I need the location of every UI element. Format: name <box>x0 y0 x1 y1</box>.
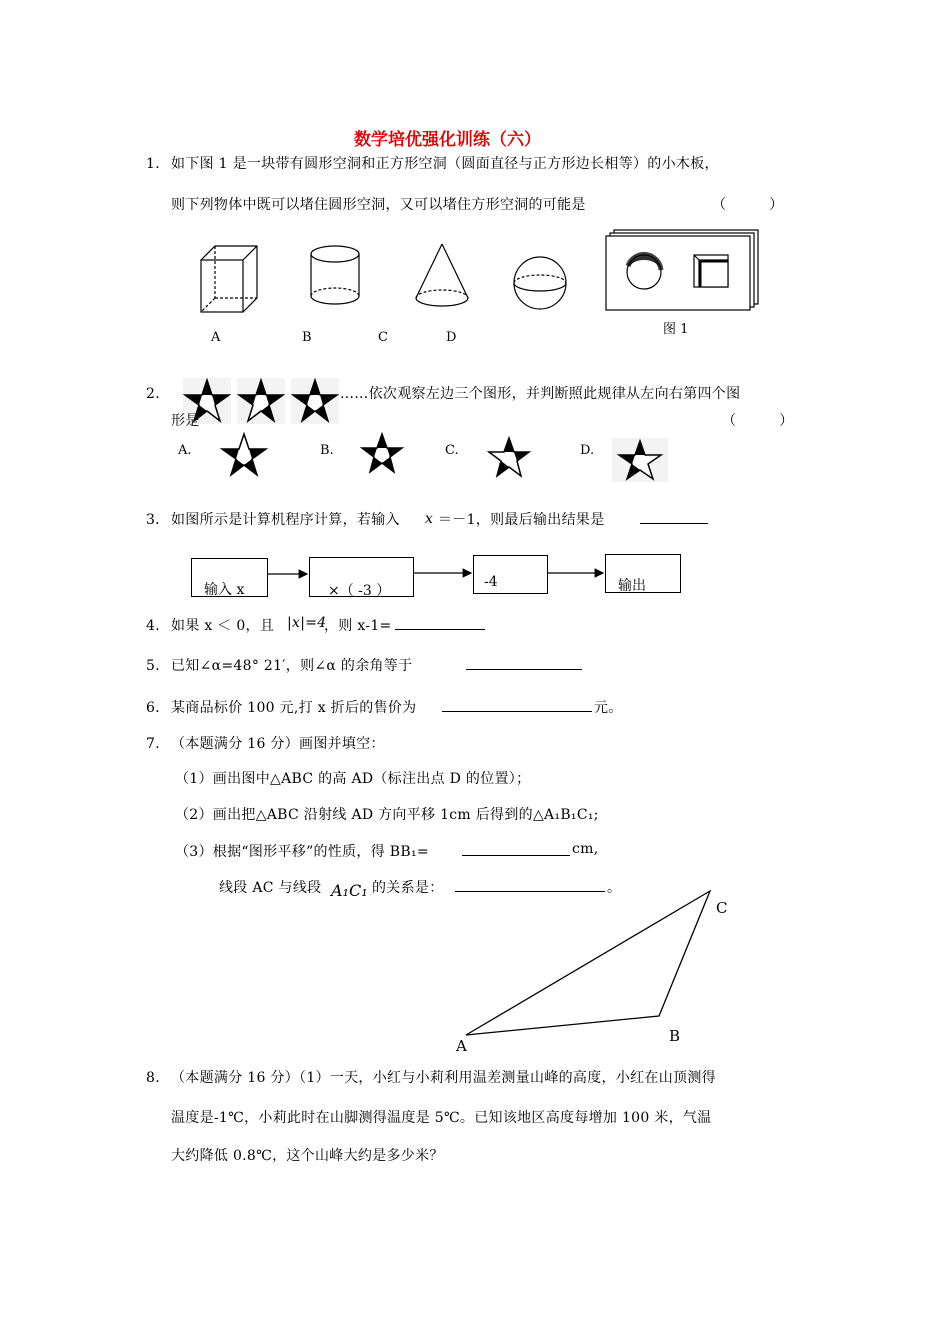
q1-label-d: D <box>446 330 457 345</box>
q3-variable: x <box>425 511 434 527</box>
q7-step-3-unit: cm, <box>572 841 599 857</box>
q5-number: 5． <box>146 658 170 674</box>
q8-number: 8． <box>146 1070 170 1086</box>
flow-box-input: 输入 x <box>191 558 268 597</box>
q4-abs-expr: |x|=4 <box>287 615 327 631</box>
q6-text-a: 某商品标价 100 元,打 x 折后的售价为 <box>171 700 417 716</box>
q4-number: 4． <box>146 618 170 634</box>
q2-answer-paren: （ ） <box>722 413 794 429</box>
q2-line2: 形是 <box>171 413 200 429</box>
flow-box-multiply: ×（ -3 ） <box>309 557 414 597</box>
page-title: 数学培优强化训练（六） <box>354 130 541 150</box>
q1-answer-paren: （ ） <box>712 197 784 213</box>
q2-option-c: C. <box>445 443 459 458</box>
q2-option-b: B. <box>320 443 334 458</box>
q1-number: 1． <box>146 156 170 172</box>
point-b-label: B <box>669 1027 681 1045</box>
q7-step-1: （1）画出图中△ABC 的高 AD（标注出点 D 的位置）； <box>175 771 531 787</box>
q8-line2: 温度是-1℃，小莉此时在山脚测得温度是 5℃。已知该地区高度每增加 100 米，气温 <box>171 1110 712 1126</box>
q7-step-4-relation: 的关系是： <box>372 880 444 896</box>
q3-number: 3． <box>146 512 170 528</box>
q7-step-4-text: 线段 AC 与线段 <box>219 880 322 896</box>
q4-text-b: ，则 x-1= <box>324 618 392 634</box>
q4-text-a: 如果 x ＜ 0，且 <box>171 618 275 634</box>
point-c-label: C <box>716 899 728 917</box>
q1-line1: 如下图 1 是一块带有圆形空洞和正方形空洞（圆面直径与正方形边长相等）的小木板， <box>171 156 719 172</box>
q6-text-b: 元。 <box>594 700 623 716</box>
q2-option-d: D. <box>580 443 595 458</box>
q6-number: 6． <box>146 700 170 716</box>
flow-box-output: 输出 <box>605 554 681 593</box>
q3-text-a: 如图所示是计算机程序计算，若输入 <box>171 512 400 528</box>
q5-text: 已知∠α=48° 21′，则∠α 的余角等于 <box>171 658 413 674</box>
q7-step-4-end: 。 <box>607 880 622 896</box>
q8-line1: （本题满分 16 分）（1）一天，小红与小莉利用温差测量山峰的高度，小红在山顶测得 <box>171 1070 716 1086</box>
flow-box-subtract: -4 <box>473 555 548 594</box>
q7-header: （本题满分 16 分）画图并填空： <box>171 736 385 752</box>
q1-line2: 则下列物体中既可以堵住圆形空洞，又可以堵住方形空洞的可能是 <box>171 197 586 213</box>
q2-line1: ……依次观察左边三个图形，并判断照此规律从左向右第四个图 <box>340 386 741 402</box>
q1-label-b: B <box>302 330 312 345</box>
q7-step-3-text: （3）根据“图形平移”的性质，得 BB₁= <box>175 844 429 860</box>
q2-option-a: A. <box>178 443 192 458</box>
q1-label-a: A <box>211 330 221 345</box>
q7-number: 7． <box>146 736 170 752</box>
q3-text-b: ＝－1，则最后输出结果是 <box>438 512 605 528</box>
q2-number: 2． <box>146 386 170 402</box>
q8-line3: 大约降低 0.8℃，这个山峰大约是多少米？ <box>171 1148 444 1164</box>
q7-segment-a1c1: A₁C₁ <box>331 881 368 900</box>
figure-1-caption: 图 1 <box>663 322 689 337</box>
q1-label-c: C <box>378 330 388 345</box>
q7-step-2: （2）画出把△ABC 沿射线 AD 方向平移 1cm 后得到的△A₁B₁C₁; <box>175 807 599 823</box>
point-a-label: A <box>456 1037 467 1055</box>
